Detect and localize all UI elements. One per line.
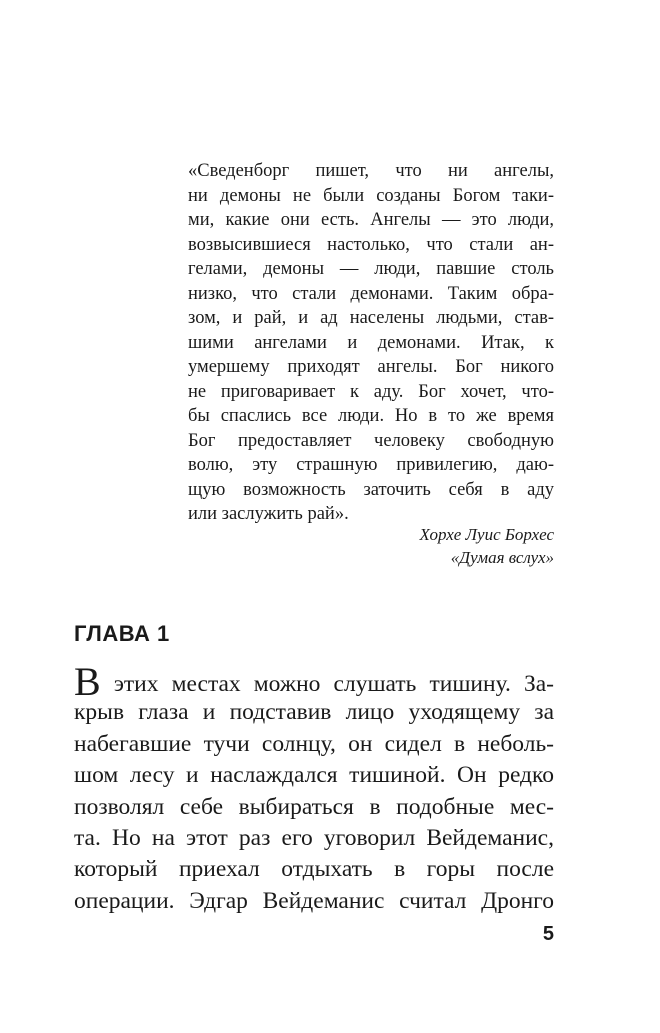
body-line: шом лесу и наслаждался тишиной. Он редко	[74, 762, 554, 789]
epigraph-line: бы спаслись все люди. Но в то же время	[188, 406, 554, 426]
epigraph	[188, 159, 554, 527]
epigraph-line: ни демоны не были созданы Богом таки-	[188, 185, 554, 206]
epigraph-line: шими ангелами и демонами. Итак, к	[188, 332, 554, 353]
epigraph-line: гелами, демоны — люди, павшие столь	[188, 259, 554, 279]
epigraph-line: не приговаривает к аду. Бог хочет, что-	[188, 381, 554, 402]
epigraph-line: ми, какие они есть. Ангелы — это люди,	[188, 210, 554, 230]
body-line: набегавшие тучи солнцу, он сидел в неболь-	[74, 730, 554, 757]
epigraph-source: «Думая вслух»	[450, 548, 554, 567]
body-line: который приехал отдыхать в горы после	[74, 856, 554, 883]
body-first-line	[74, 659, 554, 704]
chapter-body	[74, 659, 554, 917]
epigraph-line: или заслужить рай».	[188, 504, 349, 524]
epigraph-line: «Сведенборг пишет, что ни ангелы,	[188, 161, 554, 181]
drop-cap: В	[74, 659, 101, 704]
body-first-line-text: этих местах можно слушать тишину. За-	[100, 671, 554, 697]
epigraph-line: волю, эту страшную привилегию, даю-	[188, 455, 554, 475]
epigraph-line: зом, и рай, и ад населены людьми, став-	[188, 308, 554, 328]
epigraph-line: щую возможность заточить себя в аду	[188, 479, 554, 500]
body-line: позволял себе выбираться в подобные мес-	[74, 793, 554, 820]
epigraph-line: умершему приходят ангелы. Бог никого	[188, 357, 554, 377]
body-line: та. Но на этот раз его уговорил Вейдеманис,	[74, 824, 554, 851]
epigraph-attribution	[300, 523, 554, 569]
epigraph-author: Хорхе Луис Борхес	[419, 525, 554, 544]
body-line: крыв глаза и подставив лицо уходящему за	[74, 699, 554, 726]
page-number: 5	[542, 923, 554, 945]
chapter-heading: ГЛАВА 1	[74, 621, 170, 646]
epigraph-line: низко, что стали демонами. Таким обра-	[188, 283, 554, 304]
epigraph-line: возвысившиеся настолько, что стали ан-	[188, 234, 554, 255]
body-line: операции. Эдгар Вейдеманис считал Дронго	[74, 887, 554, 914]
epigraph-line: Бог предоставляет человеку свободную	[188, 430, 554, 451]
